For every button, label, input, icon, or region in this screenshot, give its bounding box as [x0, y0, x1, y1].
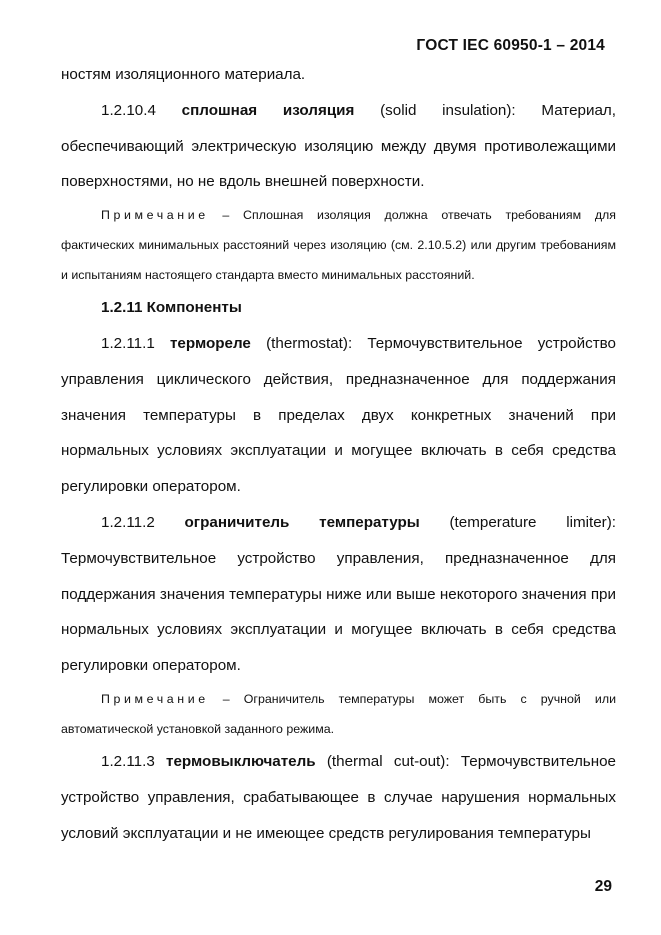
- definition-thermal-cut-out: [61, 744, 616, 851]
- note-label: Примечание: [101, 691, 209, 706]
- definition-thermostat: [61, 326, 616, 505]
- continued-paragraph: ностям изоляционного материала.: [61, 66, 306, 83]
- note-label: Примечание: [101, 208, 209, 223]
- term: сплошная изоляция: [181, 101, 355, 119]
- page-number: 29: [594, 878, 612, 895]
- clause-number: 1.2.11.3: [101, 752, 167, 770]
- definition-solid-insulation: [61, 93, 616, 200]
- clause-number: 1.2.11.1: [101, 334, 170, 352]
- note-1: [61, 200, 616, 290]
- term: термовыключатель: [166, 752, 316, 770]
- page-content: [61, 57, 616, 851]
- note-2: [61, 684, 616, 744]
- section-heading: 1.2.11 Компоненты: [101, 299, 242, 317]
- definition-text: (temperature limiter): Термочувствительное устройство управления, предназначенное для поддержания значения температуры ниже или выше некоторого значения при нормальных условиях эксплуатации и могущее включать в себя средства регулировки оператором.: [61, 513, 616, 675]
- definition-text: (thermostat): Термочувствительное устройство управления циклического действия, предназначенное для поддержания значения температуры в пределах двух конкретных значений при нормальных условиях эксплуатации и могущее включать в себя средства регулировки оператором.: [61, 334, 616, 496]
- note-text: – Ограничитель температуры может быть с ручной или автоматической установкой заданного режима.: [61, 691, 616, 736]
- note-text: – Сплошная изоляция должна отвечать требованиям для фактических минимальных расстояний через изоляцию (см. 2.10.5.2) или другим требованиям и испытаниям настоящего стандарта вместо минимальных расстояний.: [61, 208, 616, 283]
- clause-number: 1.2.10.4: [101, 101, 182, 119]
- term: ограничитель температуры: [184, 513, 420, 531]
- document-code-header: ГОСТ IEC 60950-1 – 2014: [416, 37, 605, 54]
- definition-text: (thermal cut-out): Термочувствительное устройство управления, срабатывающее в случае нарушения нормальных условий эксплуатации и не имеющее средств регулирования температуры: [61, 752, 616, 842]
- definition-text: (solid insulation): Материал, обеспечивающий электрическую изоляцию между двумя противолежащими поверхностями, но не вдоль внешней поверхности.: [61, 101, 616, 191]
- definition-temperature-limiter: [61, 505, 616, 684]
- term: термореле: [169, 334, 251, 352]
- clause-number: 1.2.11.2: [101, 513, 185, 531]
